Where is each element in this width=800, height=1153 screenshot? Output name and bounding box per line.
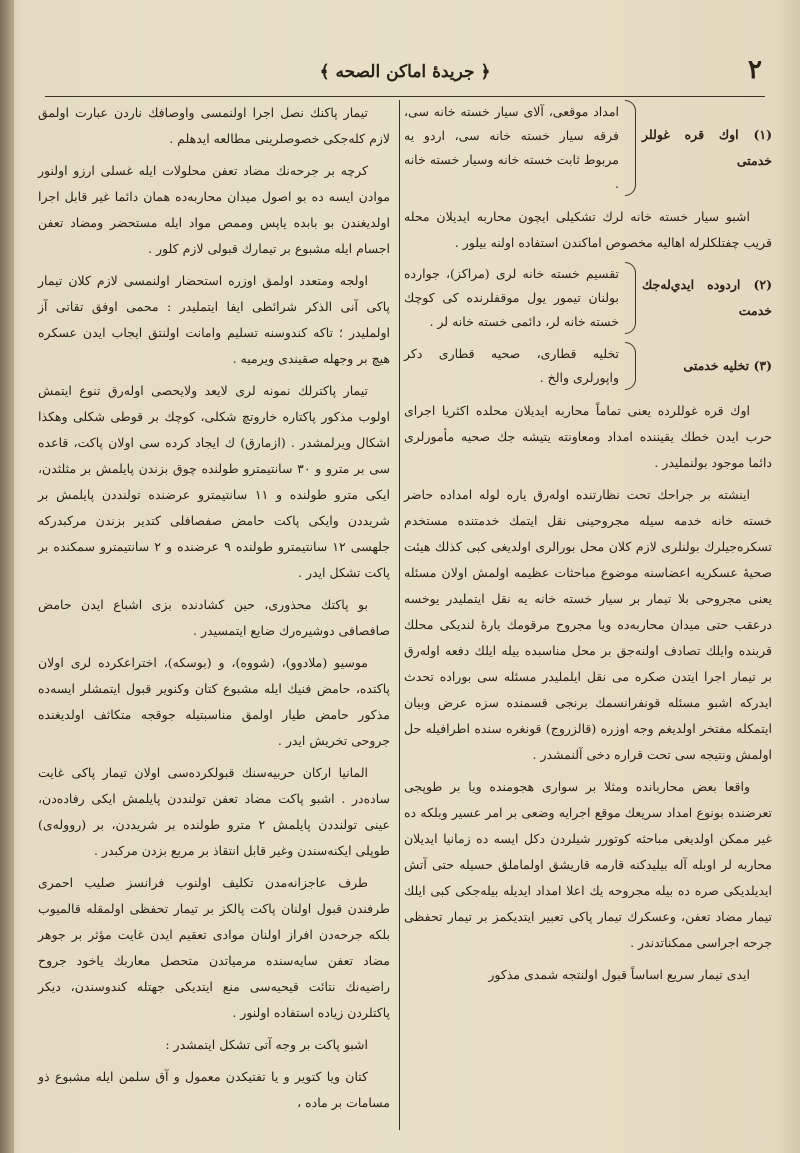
page-binding-edge xyxy=(0,0,14,1153)
paragraph: كرچه بر جرحه‌نك مضاد تعفن محلولات ايله غسلى ارزو اولنور موادن ايسه ده بو اصول ميدان محاربه‌ده همان دائما غير قابل اجرا اولديغندن بو بابده ياپس وممص مواد ايله مستحضر ومضاد تعفن اجسام ايله مشبوع بر تيمارك قبولى لازم كلور . xyxy=(38,163,390,256)
service-label: (٣) تخليه خدمتى xyxy=(683,358,772,373)
brace-icon xyxy=(625,342,636,390)
paragraph: اينشته بر جراحك تحت نظارتنده اوله‌رق ياره لوله امداده حاضر خسته خانه خدمه سيله مجروحينى نقل ايتمك خدمتنده مستخدم تسكره‌جيلرك بولنلرى لازم كلان محل بورالرى اولديغى كبى كذلك هيئت صحيهٔ عسكريه اعضاسنه موضوع مباحثات عظيمه اولمش اولان مسئله يعنى مجروحى بلا تيمار بر سيار خسته خانه يه نقل ايتمليدر يوخسه درعقب حتى ميدان محاربه‌ده ويا مجروح مرقومك يارهٔ لنديكى محلك قربنده وايلك تصادف اولنه‌جق بر محل مناسبده بيله ايلك دفعه اوله‌رق بر تيمار اجرا ايتدن صكره مى نقل ايلمليدر مسئله سى بوراده تحدث ايدركه اشبو مسئله قونفرانسمك برنجى قسمنده سزه عرض وبيان ايتمكله مفتخر اولديغم وجه اوزره (قالزروج) قونغره سنده اطرافيله حل اولمش ونتيجه سى تحت قراره دخى آلنمشدر . xyxy=(404,487,772,762)
header-rule xyxy=(45,96,765,97)
paragraph: واقعا بعض محاربانده ومثلا بر سوارى هجومنده ويا بر طوپجى تعرضنده بونوع امداد سريعك موقع اجرايه وضعى بر امر عسير وبلكه ده غير ممكن اولديغى مباحثه كوتورر شيلردن دكل ايسه ده زمانيا ايديلان محاربه لر اوبله آله بيليدكنه قارمه قاريشق اولماملق حسيله حتى آتش ايديلديكى صره ده بيله مجروحه يك اعلا امداد ايديله بيله‌جكى كبى ايلك تيمار مضاد تعفن، وعسكرك تيمار پاكى تعبير ايتديكمز بر تيمار تحفظى جرحه اجراسى ممكناتدندر . xyxy=(404,779,772,950)
service-item-1 xyxy=(404,100,772,196)
paragraph: اشبو پاكت بر وجه آتى تشكل ايتمشدر : xyxy=(165,1037,368,1052)
service-label: (١) اوك قره غوللر خدمتى xyxy=(642,127,772,168)
right-column xyxy=(404,100,772,994)
paragraph: طرف عاجزانه‌مدن تكليف اولنوب فرانسز صليب احمرى طرفندن قبول اولنان پاكت پالكز بر تيمار تحفظى اولمقله قالميوب بلكه جرحه‌دن افراز اولنان موادى تعقيم ايدن غايت مؤثر بر جوهر مضاد تعفن سايه‌سنده مرمياتدن متحصل معاربك ياخود جروح راضيه‌نك نتائت قيحيه‌سى منع ايتديكى جهتله كندوسندن، ديكر پاكتلردن زياده استفاده اولنور . xyxy=(38,875,390,1020)
paragraph: اوك قره غوللرده يعنى تماماً محاربه ايديلان محلده اكثريا اجراى حرب ايدن خطك يقيننده امداد ومعاونته يتيشه جك صحيه مأمورلرى دائما موجود بولنمليدر . xyxy=(404,403,772,470)
brace-icon xyxy=(625,262,636,334)
paragraph: اولجه ومتعدد اولمق اوزره استحضار اولنمسى لازم كلان تيمار پاكى آنى الذكر شرائطى ايفا ايتمليدر : محمى اوفق تقاتى آز اولمليدر ؛ تاكه كندوسنه تسليم وامانت اولنتق ايجاب ايدن عسكره هيچ بر وجهله صقيندى ويرميه . xyxy=(38,273,390,366)
page-title: ﴿ جريدهٔ اماكن الصحه ﴾ xyxy=(319,62,491,82)
paragraph: تيمار پاكترلك نمونه لرى لايعد ولايحصى اوله‌رق تنوع ايتمش اولوب مذكور پاكتاره خاروتچ شكلى، كوچك بر قوطى شكلى وهكذا اشكال ويرلمشدر . (ازمارق) ك ايجاد كرده سى اولان پاكت، قاعده سى بر مترو و ٣٠ سانتيمترو طولنده چوق بزندن پايلمش بر مثلثدن، ايكى مترو طولنده و ١١ سانتيمترو عرضنده تولنددن پايلمش بر شريددن وايكى پاكت حامض صفصافلى كتدير بزندن مركبدركه جلهسى ١٢ سانتيمترو طولنده ٩ عرضنده و ٢ سانتيمترو سمكنده بر پاكت تشكل ايدر . xyxy=(38,383,390,580)
service-item-2 xyxy=(404,262,772,334)
paragraph: اشبو سيار خسته خانه لرك تشكيلى ايچون محاربه ايديلان محله قريب چفتلكلرله اهاليه مخصوص اماكندن استفاده اولنه بيلور . xyxy=(404,209,772,250)
service-label: (٢) اردوده ايدي‌له‌جك خدمت xyxy=(642,277,772,318)
service-description: امداد موقعى، آلاى سيار خسته خانه سى، فرقه سيار خسته خانه سى، اردو يه مربوط ثابت خسته خانه وسيار خسته خانه . xyxy=(404,104,619,191)
paragraph: تيمار پاكنك نصل اجرا اولنمسى واوصافك ناردن عبارت اولمق لازم كله‌جكى خصوصلرينى مطالعه ايدهلم . xyxy=(38,105,390,146)
service-description: تخليه قطارى، صحيه قطارى دكر واپورلرى والخ . xyxy=(404,346,619,385)
service-description: تقسيم خسته خانه لرى (مراكز)، جوارده بولنان تيمور يول موقفلرنده كى كوچك خسته خانه لر، دائمى خسته خانه لر . xyxy=(404,266,619,329)
paragraph: المانيا اركان حربيه‌سنك قبولكرده‌سى اولان تيمار پاكى غايت ساده‌در . اشبو پاكت مضاد تعفن تولنددن پايلمش ايكى رفاده‌دن، عينى تولنددن پايلمش ٢ مترو طولنده بر شريددن، بر (رووله‌ى) طوپلى ايكنه‌سندن وغير قابل انتقاذ بر مربع بزدن مركبدر . xyxy=(38,765,390,858)
paragraph: بو پاكتك محذورى، حين كشادنده بزى اشباع ايدن حامض صافصافى دوشيره‌رك ضايع ايتمسيدر . xyxy=(38,597,390,638)
left-column xyxy=(38,100,390,1122)
paragraph: موسيو (ملادوو)، (شووه)، و (بوسكه)، اختراعكرده لرى اولان پاكتده، حامض فنيك ايله مشبوع كتان وكنوير قبول ايتمشلر ايسه‌ده مذكور حامض طيار اولمق مناسبتيله جوقجه متكاثف اولديغنده جروحى تخريش ايدر . xyxy=(38,655,390,748)
service-item-3 xyxy=(404,342,772,390)
paragraph: كتان ويا كتوير و يا تفتيكدن معمول و آق سلمن ايله مشبوع ذو مسامات بر ماده ، xyxy=(38,1069,390,1110)
column-divider xyxy=(399,100,400,1130)
brace-icon xyxy=(625,100,636,196)
page-header xyxy=(40,55,770,95)
paragraph: ايدى تيمار سريع اساساً قبول اولنتجه شمدى مذكور xyxy=(488,967,750,982)
page-number: ٢ xyxy=(748,55,762,85)
